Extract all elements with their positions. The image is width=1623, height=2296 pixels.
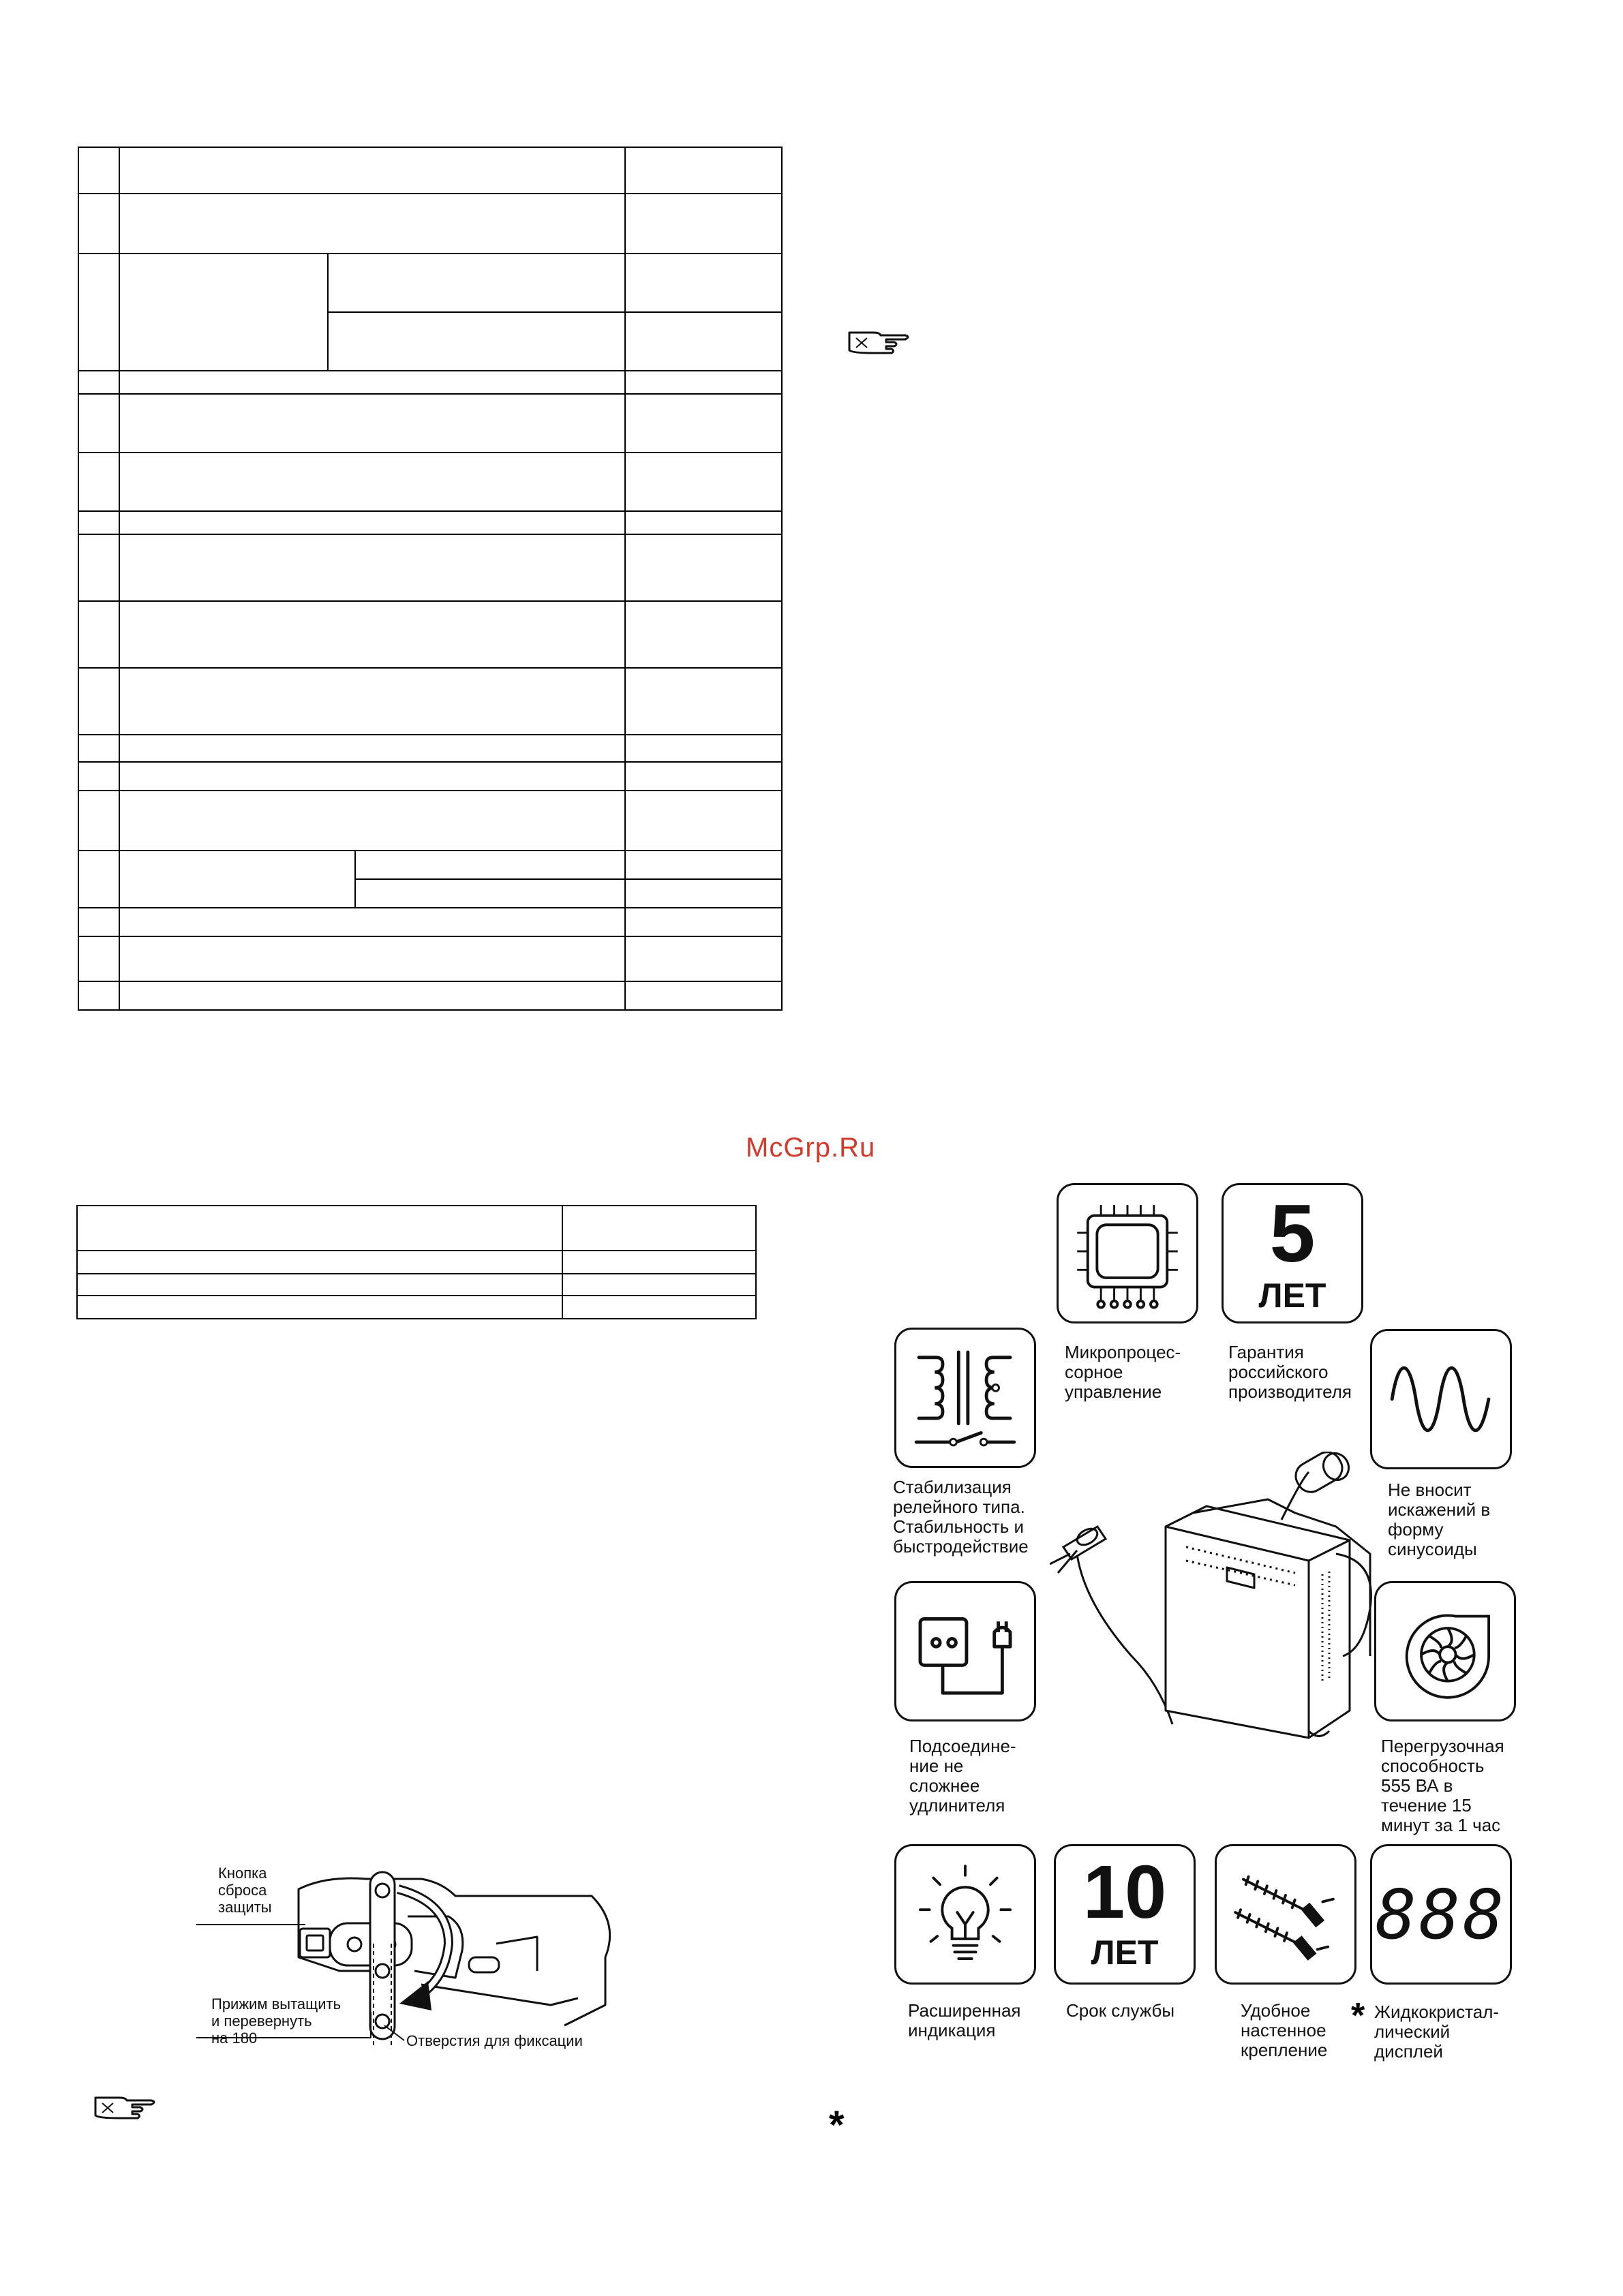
lifetime-icon — [1054, 1844, 1196, 1985]
table-row — [78, 735, 782, 762]
table-row — [78, 936, 782, 981]
lifetime-unit: ЛЕТ — [1091, 1933, 1159, 1972]
table-row — [78, 981, 782, 1010]
table-row — [78, 791, 782, 851]
transformer-relay-icon — [894, 1328, 1036, 1468]
table-row — [78, 371, 782, 394]
clamp-label: Прижим вытащить и перевернуть на 180 — [211, 1995, 342, 2047]
table-row — [78, 762, 782, 791]
table-row — [78, 394, 782, 453]
sine-caption: Не вносит искажений в форму синусоиды — [1388, 1480, 1491, 1559]
lifetime-number: 10 — [1082, 1850, 1167, 1934]
spec-table — [78, 147, 783, 1011]
table-row — [78, 908, 782, 936]
table-row — [78, 453, 782, 511]
table-row — [78, 851, 782, 879]
table-row — [77, 1251, 756, 1274]
stabilizer-device-image — [1050, 1452, 1391, 1792]
socket-plug-icon — [894, 1581, 1036, 1721]
table-row — [77, 1206, 756, 1251]
warranty-number: 5 — [1269, 1188, 1316, 1279]
fixing-holes-label: Отверстия для фиксации — [406, 2032, 583, 2049]
microprocessor-caption: Микропроцес- сорное управление — [1065, 1342, 1181, 1402]
chip-icon — [1057, 1183, 1198, 1323]
small-table — [76, 1205, 757, 1319]
warranty-unit: ЛЕТ — [1258, 1276, 1326, 1315]
table-row — [78, 147, 782, 194]
table-row — [77, 1274, 756, 1296]
table-row — [78, 668, 782, 735]
table-row — [78, 601, 782, 668]
lcd-display-icon — [1370, 1844, 1512, 1985]
lcd-digits: 888 — [1375, 1874, 1507, 1955]
pointing-hand-icon — [93, 2090, 161, 2124]
table-row — [78, 534, 782, 601]
connection-caption: Подсоедине- ние не сложнее удлинителя — [909, 1736, 1016, 1816]
reset-button-label: Кнопка сброса защиты — [218, 1865, 272, 1916]
sine-wave-icon — [1370, 1329, 1512, 1469]
footnote-asterisk: * — [829, 2103, 845, 2147]
table-row — [77, 1296, 756, 1319]
display-asterisk: * — [1351, 1996, 1365, 2036]
relay-caption: Стабилизация релейного типа. Стабильность и быстродействие — [893, 1477, 1029, 1557]
display-caption: Жидкокристал- лический дисплей — [1374, 2002, 1500, 2062]
bulb-icon — [894, 1844, 1036, 1985]
overload-caption: Перегрузочная способность 555 ВА в течение 15 минут за 1 час — [1381, 1736, 1504, 1835]
warranty-icon — [1222, 1183, 1363, 1323]
watermark: McGrp.Ru — [746, 1133, 876, 1163]
pointing-hand-icon — [847, 324, 915, 358]
lifetime-caption: Срок службы — [1066, 2000, 1175, 2021]
warranty-caption: Гарантия российского производителя — [1228, 1342, 1352, 1402]
indication-caption: Расширенная индикация — [908, 2000, 1021, 2040]
table-row — [78, 194, 782, 254]
screws-icon — [1215, 1844, 1356, 1985]
table-row — [78, 511, 782, 534]
fan-icon — [1374, 1581, 1516, 1721]
table-row — [78, 254, 782, 312]
bracket-diagram — [196, 1848, 619, 2073]
mounting-caption: Удобное настенное крепление — [1241, 2000, 1328, 2060]
